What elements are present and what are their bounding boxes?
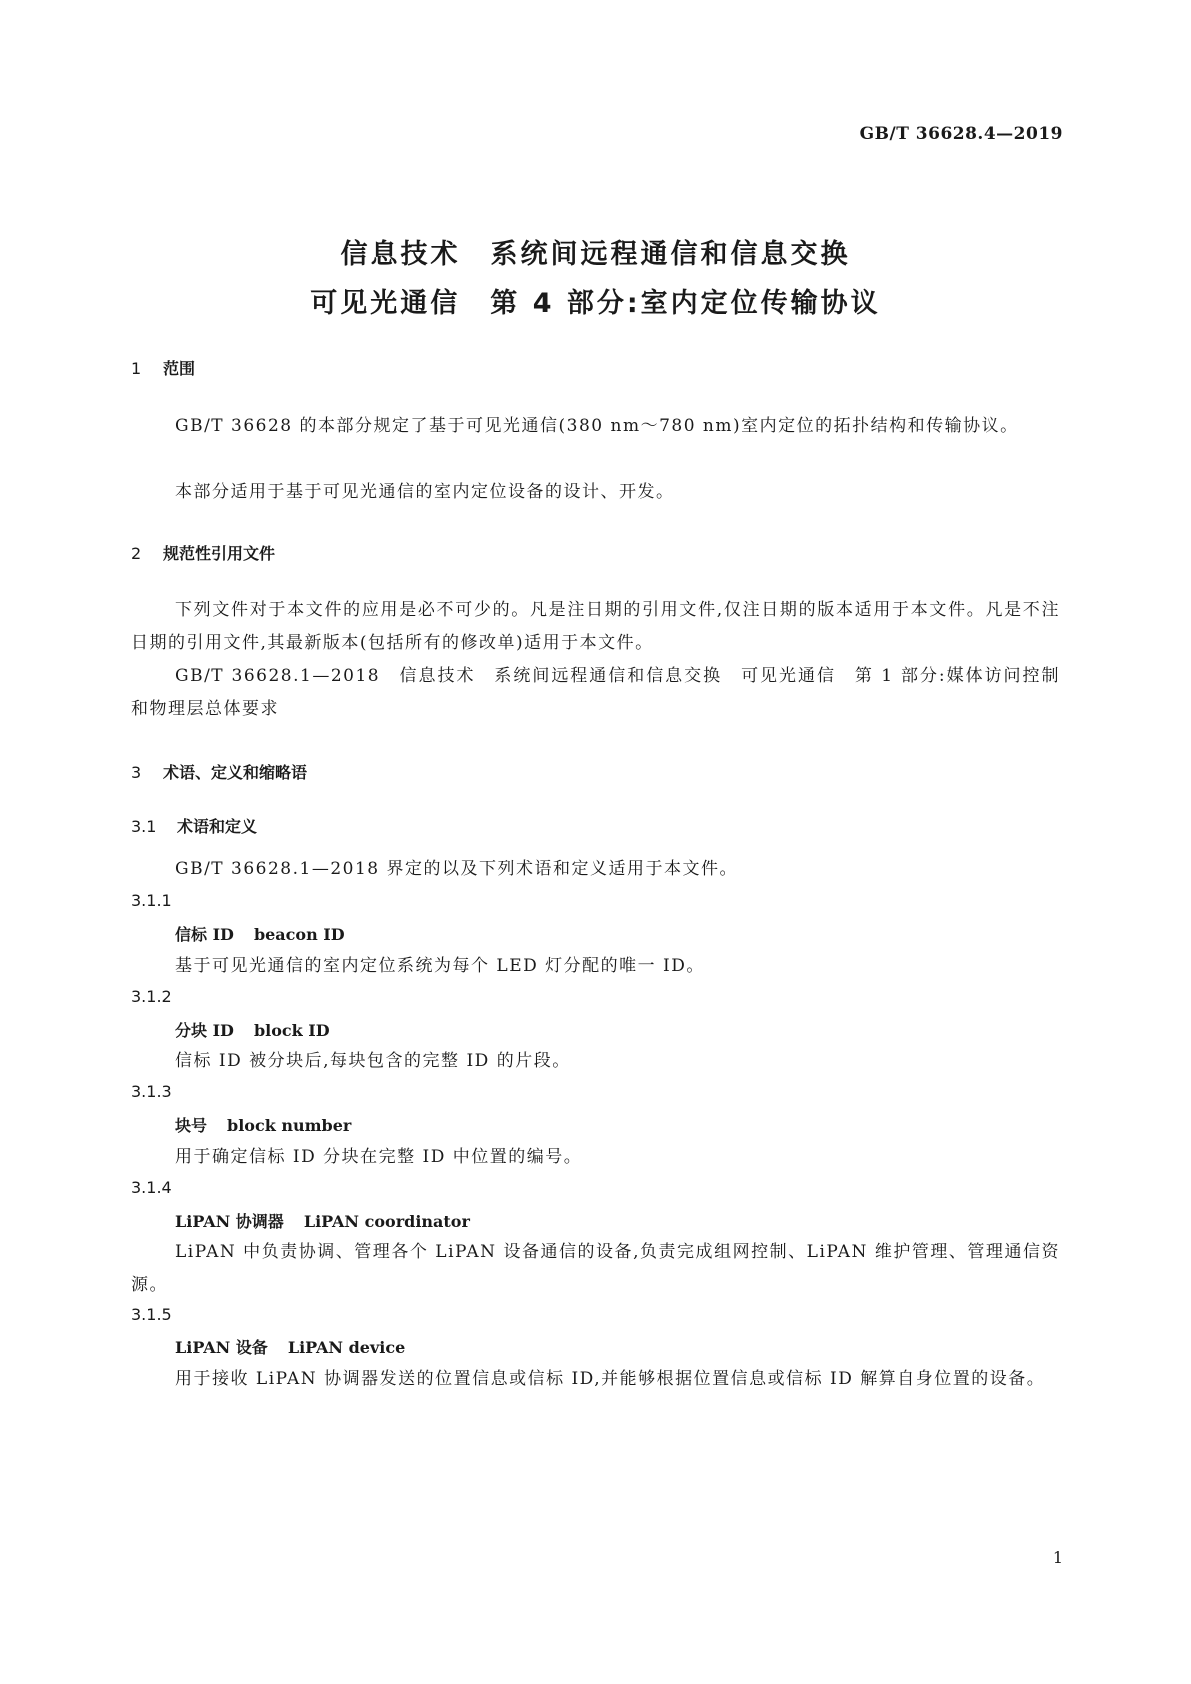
- term-heading: [175, 1113, 351, 1136]
- term-zh: LiPAN 协调器: [175, 1212, 284, 1231]
- subsection-number: 3.1: [131, 817, 157, 836]
- term-definition: 基于可见光通信的室内定位系统为每个 LED 灯分配的唯一 ID。: [175, 956, 705, 976]
- term-zh: 分块 ID: [175, 1021, 234, 1040]
- terms-intro: GB/T 36628.1—2018 界定的以及下列术语和定义适用于本文件。: [175, 859, 739, 879]
- term-number: 3.1.3: [131, 1082, 172, 1101]
- section-title: 术语、定义和缩略语: [163, 763, 308, 782]
- term-heading: [175, 1335, 405, 1358]
- standard-number: GB/T 36628.4—2019: [859, 124, 1063, 144]
- term-en: beacon ID: [253, 925, 345, 944]
- norm-refs-paragraph-1: 下列文件对于本文件的应用是必不可少的。凡是注日期的引用文件,仅注日期的版本适用于本文件。凡是不注日期的引用文件,其最新版本(包括所有的修改单)适用于本文件。: [131, 600, 1060, 653]
- term-en: block number: [227, 1116, 352, 1135]
- term-definition: 信标 ID 被分块后,每块包含的完整 ID 的片段。: [175, 1051, 571, 1071]
- term-definition: LiPAN 中负责协调、管理各个 LiPAN 设备通信的设备,负责完成组网控制、LiPAN 维护管理、管理通信资源。: [131, 1242, 1060, 1295]
- term-en: LiPAN device: [287, 1338, 406, 1357]
- document-title-line-1: 信息技术 系统间远程通信和信息交换: [340, 239, 851, 270]
- subsection-title: 术语和定义: [177, 817, 258, 836]
- section-number: 1: [131, 359, 142, 378]
- section-3-1-heading: [131, 814, 257, 837]
- section-title: 规范性引用文件: [163, 544, 276, 563]
- document-title-line-2: 可见光通信 第 4 部分:室内定位传输协议: [310, 288, 881, 319]
- term-definition: 用于接收 LiPAN 协调器发送的位置信息或信标 ID,并能够根据位置信息或信标 ID 解算自身位置的设备。: [175, 1369, 1046, 1389]
- term-heading: [175, 922, 345, 945]
- term-number: 3.1.4: [131, 1178, 172, 1197]
- term-definition: 用于确定信标 ID 分块在完整 ID 中位置的编号。: [175, 1147, 583, 1167]
- term-heading: [175, 1209, 470, 1232]
- section-number: 3: [131, 763, 142, 782]
- term-number: 3.1.5: [131, 1305, 172, 1324]
- scope-paragraph-2: 本部分适用于基于可见光通信的室内定位设备的设计、开发。: [175, 482, 675, 502]
- norm-refs-reference-item: GB/T 36628.1—2018 信息技术 系统间远程通信和信息交换 可见光通信 第 1 部分:媒体访问控制和物理层总体要求: [131, 666, 1060, 719]
- page-number: 1: [1052, 1548, 1063, 1567]
- section-3-heading: [131, 760, 307, 783]
- section-title: 范围: [163, 359, 196, 378]
- term-zh: 块号: [175, 1116, 208, 1135]
- term-en: block ID: [253, 1021, 330, 1040]
- term-zh: 信标 ID: [175, 925, 234, 944]
- section-2-heading: [131, 541, 275, 564]
- term-number: 3.1.2: [131, 987, 172, 1006]
- term-number: 3.1.1: [131, 891, 172, 910]
- section-number: 2: [131, 544, 142, 563]
- section-1-heading: [131, 356, 195, 379]
- term-en: LiPAN coordinator: [303, 1212, 470, 1231]
- term-zh: LiPAN 设备: [175, 1338, 268, 1357]
- term-heading: [175, 1018, 330, 1041]
- scope-paragraph-1: GB/T 36628 的本部分规定了基于可见光通信(380 nm～780 nm)室内定位的拓扑结构和传输协议。: [175, 416, 1019, 436]
